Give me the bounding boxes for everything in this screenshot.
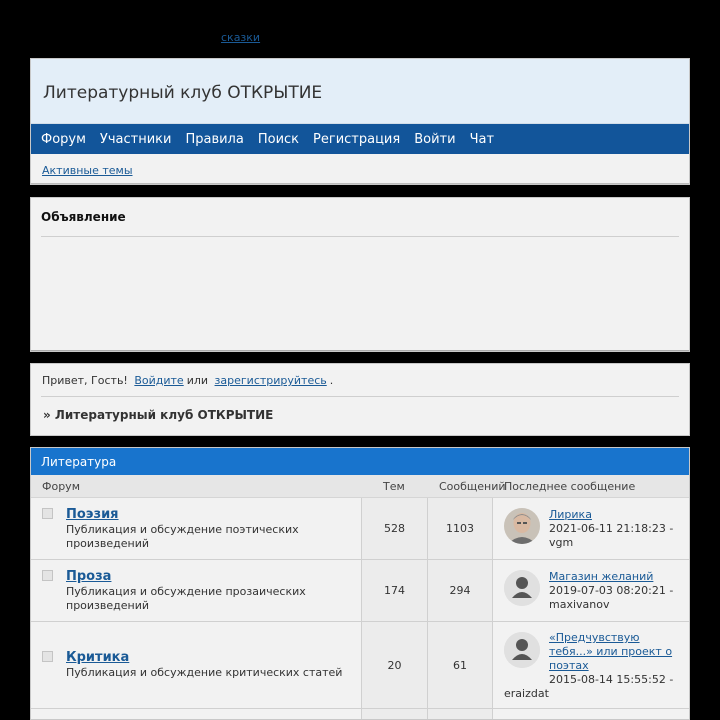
login-link[interactable]: Войдите bbox=[134, 374, 184, 387]
user-silhouette-icon bbox=[504, 570, 540, 606]
default-user-avatar[interactable] bbox=[504, 570, 540, 606]
active-topics-link[interactable]: Активные темы bbox=[42, 164, 133, 177]
last-post-cell bbox=[493, 709, 689, 720]
subnav bbox=[31, 154, 689, 184]
breadcrumb: » Литературный клуб ОТКРЫТИЕ bbox=[43, 408, 274, 422]
forum-description: Публикация и обсуждение поэтических произведений bbox=[66, 523, 299, 550]
last-post-info bbox=[549, 508, 681, 550]
forum-cell bbox=[31, 622, 362, 708]
forum-description: Публикация и обсуждение прозаических произведений bbox=[66, 585, 306, 612]
last-post-meta: 2021-06-11 21:18:23 - vgm bbox=[549, 522, 674, 549]
forum-cell bbox=[31, 560, 362, 621]
last-post-cell bbox=[493, 622, 689, 708]
last-post-cell bbox=[493, 560, 689, 621]
announcement-bottom-border bbox=[31, 350, 689, 351]
forum-link-prose[interactable]: Проза bbox=[66, 569, 112, 584]
col-topics: Тем bbox=[383, 480, 405, 493]
forum-row bbox=[31, 709, 689, 720]
forum-link-criticism[interactable]: Критика bbox=[66, 650, 130, 665]
or-text: или bbox=[186, 374, 209, 387]
nav-login[interactable]: Войти bbox=[414, 131, 456, 147]
last-post-link[interactable]: Магазин желаний bbox=[549, 570, 654, 583]
posts-count bbox=[428, 709, 493, 720]
posts-count: 1103 bbox=[428, 498, 493, 559]
col-posts: Сообщений bbox=[439, 480, 506, 493]
forum-status-icon bbox=[42, 508, 53, 519]
forum-cell bbox=[31, 709, 362, 720]
header-panel bbox=[30, 58, 690, 185]
user-silhouette-icon bbox=[504, 632, 540, 668]
category-title[interactable]: Литература bbox=[31, 448, 689, 475]
top-link-skazki[interactable]: сказки bbox=[221, 31, 261, 44]
posts-count: 61 bbox=[428, 622, 493, 708]
announcement-panel bbox=[30, 197, 690, 352]
forum-row bbox=[31, 622, 689, 709]
forum-status-icon bbox=[42, 570, 53, 581]
topics-count: 20 bbox=[362, 622, 428, 708]
topics-count: 528 bbox=[362, 498, 428, 559]
nav-rules[interactable]: Правила bbox=[185, 131, 244, 147]
site-title: Литературный клуб ОТКРЫТИЕ bbox=[43, 83, 323, 103]
nav-forum[interactable]: Форум bbox=[41, 131, 86, 147]
forum-row bbox=[31, 498, 689, 560]
greeting-text: Привет, Гость! bbox=[42, 374, 128, 387]
last-post-link[interactable]: «Предчувствую тебя...» или проект о поэтах bbox=[549, 631, 673, 672]
last-post-link[interactable]: Лирика bbox=[549, 508, 592, 521]
nav-search[interactable]: Поиск bbox=[257, 131, 300, 147]
photo-avatar-icon bbox=[504, 508, 540, 544]
nav-register[interactable]: Регистрация bbox=[313, 131, 401, 147]
welcome-line bbox=[31, 364, 689, 387]
col-forum: Форум bbox=[42, 480, 80, 493]
forum-cell bbox=[31, 498, 362, 559]
default-user-avatar[interactable] bbox=[504, 632, 540, 668]
announcement-title: Объявление bbox=[41, 210, 126, 224]
forum-row bbox=[31, 560, 689, 622]
nav-chat[interactable]: Чат bbox=[469, 131, 495, 147]
forum-status-icon bbox=[42, 651, 53, 662]
period-text: . bbox=[329, 374, 334, 387]
title-bar bbox=[31, 59, 689, 124]
welcome-panel bbox=[30, 363, 690, 436]
forum-description: Публикация и обсуждение критических статей bbox=[66, 666, 343, 679]
forum-category bbox=[30, 447, 690, 720]
col-last-post: Последнее сообщение bbox=[504, 480, 636, 493]
column-headers bbox=[31, 475, 689, 498]
last-post-author: eraizdat bbox=[504, 687, 549, 700]
nav-members[interactable]: Участники bbox=[99, 131, 172, 147]
register-link[interactable]: зарегистрируйтесь bbox=[214, 374, 327, 387]
last-post-info bbox=[549, 570, 681, 612]
last-post-info bbox=[549, 631, 681, 687]
topics-count bbox=[362, 709, 428, 720]
forum-link-poetry[interactable]: Поэзия bbox=[66, 507, 119, 522]
topics-count: 174 bbox=[362, 560, 428, 621]
main-nav bbox=[31, 124, 689, 154]
user-photo-avatar[interactable] bbox=[504, 508, 540, 544]
last-post-meta: 2015-08-14 15:55:52 - bbox=[549, 673, 674, 686]
posts-count: 294 bbox=[428, 560, 493, 621]
last-post-cell bbox=[493, 498, 689, 559]
last-post-meta: 2019-07-03 08:20:21 - maxivanov bbox=[549, 584, 674, 611]
announcement-divider bbox=[41, 236, 679, 237]
